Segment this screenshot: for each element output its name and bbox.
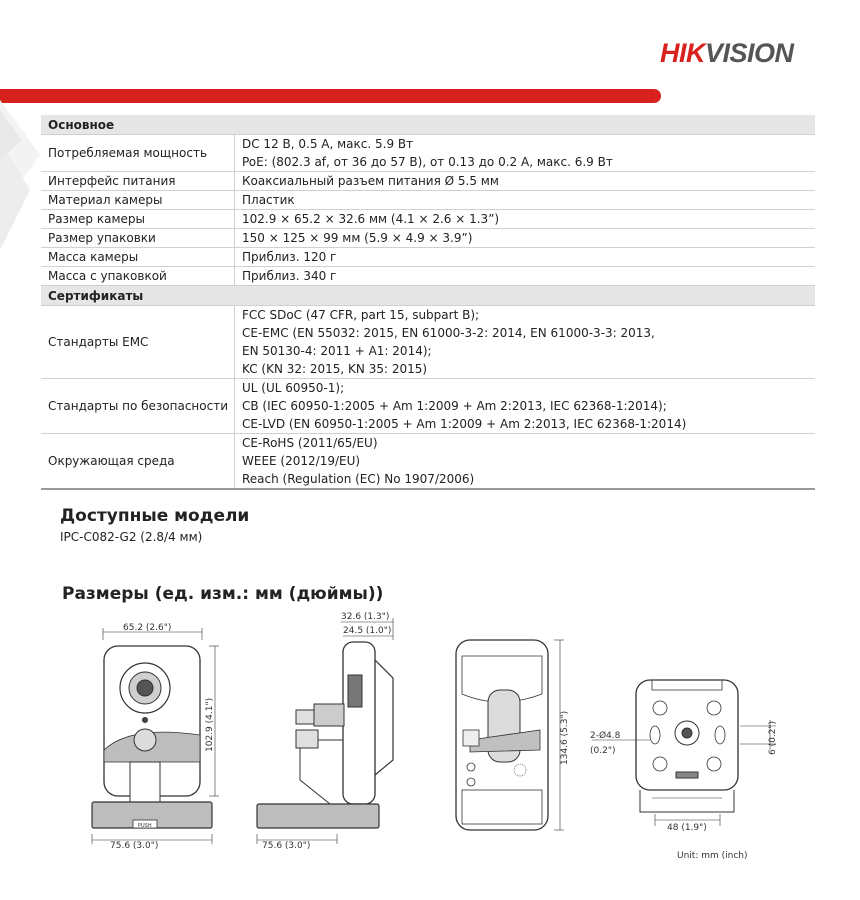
spec-row-value — [235, 306, 816, 379]
front-base-width-label: 75.6 (3.0") — [110, 841, 159, 850]
spec-value-line: DC 12 В, 0.5 А, макс. 5.9 Вт — [242, 137, 414, 151]
logo-part-gray: VISION — [705, 38, 794, 68]
spec-value-line: WEEE (2012/19/EU) — [242, 454, 361, 468]
spec-row — [41, 434, 815, 490]
spec-row-label: Материал камеры — [41, 191, 235, 210]
spec-row-label: Стандарты EMC — [41, 306, 235, 379]
spec-row-label: Стандарты по безопасности — [41, 379, 235, 434]
spec-value-line: Пластик — [242, 193, 295, 207]
spec-row-value — [235, 229, 816, 248]
spec-row — [41, 379, 815, 434]
spec-value-line: 150 × 125 × 99 мм (5.9 × 4.9 × 3.9”) — [242, 231, 473, 245]
spec-value-line: CE-LVD (EN 60950-1:2005 + Am 1:2009 + Am 2:2013, IEC 62368-1:2014) — [242, 417, 687, 431]
spec-row — [41, 210, 815, 229]
spec-row — [41, 172, 815, 191]
spec-row-label: Размер упаковки — [41, 229, 235, 248]
spec-section-title: Сертификаты — [41, 286, 815, 306]
spec-row-value — [235, 191, 816, 210]
spec-value-line: Приблиз. 120 г — [242, 250, 337, 264]
spec-row-value — [235, 172, 816, 191]
hole-diameter-label: 2-Ø4.8 — [590, 731, 621, 741]
dimensions-heading: Размеры (ед. изм.: мм (дюймы)) — [62, 584, 384, 604]
spec-value-line: Reach (Regulation (EC) No 1907/2006) — [242, 472, 475, 486]
push-label: PUSH — [138, 823, 152, 829]
models-list: IPC-C082-G2 (2.8/4 мм) — [60, 530, 203, 544]
spec-row-label: Интерфейс питания — [41, 172, 235, 191]
spec-row — [41, 229, 815, 248]
spec-row-value — [235, 135, 816, 172]
spec-row-label: Масса с упаковкой — [41, 267, 235, 286]
spec-row-label: Масса камеры — [41, 248, 235, 267]
spec-row — [41, 306, 815, 379]
spec-value-line: Приблиз. 340 г — [242, 269, 337, 283]
spec-row-value — [235, 434, 816, 490]
spec-value-line: CB (IEC 60950-1:2005 + Am 1:2009 + Am 2:2013, IEC 62368-1:2014); — [242, 399, 667, 413]
spec-row-value — [235, 379, 816, 434]
models-heading: Доступные модели — [60, 506, 250, 526]
spec-value-line: CE-EMC (EN 55032: 2015, EN 61000-3-2: 2014, EN 61000-3-3: 2013, — [242, 326, 655, 340]
spec-row-label: Размер камеры — [41, 210, 235, 229]
spec-row-label: Окружающая среда — [41, 434, 235, 490]
front-height-label: 102.9 (4.1") — [205, 697, 215, 752]
logo-part-red: HIK — [660, 38, 705, 68]
spec-section-title: Основное — [41, 115, 815, 135]
front-width-label: 65.2 (2.6") — [123, 623, 172, 633]
spec-row-value — [235, 210, 816, 229]
spec-row — [41, 135, 815, 172]
spec-value-line: CE-RoHS (2011/65/EU) — [242, 436, 378, 450]
spec-row — [41, 191, 815, 210]
spec-row-value — [235, 267, 816, 286]
spec-value-line: FCC SDoC (47 CFR, part 15, subpart B); — [242, 308, 480, 322]
spec-row-value — [235, 248, 816, 267]
spec-table — [41, 115, 815, 490]
decorative-stripes — [0, 100, 40, 270]
mount-view-drawing — [590, 680, 778, 833]
unit-note: Unit: mm (inch) — [677, 851, 748, 861]
spec-value-line: Коаксиальный разъем питания Ø 5.5 мм — [242, 174, 499, 188]
rear-view-drawing — [456, 640, 570, 830]
side-view-drawing — [257, 612, 393, 850]
spec-value-line: EN 50130-4: 2011 + A1: 2014); — [242, 344, 432, 358]
spec-value-line: KC (KN 32: 2015, KN 35: 2015) — [242, 362, 428, 376]
spec-row — [41, 267, 815, 286]
hikvision-logo — [660, 38, 794, 68]
rear-height-label: 134.6 (5.3") — [560, 710, 570, 765]
side-base-width-label: 75.6 (3.0") — [262, 841, 311, 850]
dimension-drawings — [0, 600, 860, 850]
front-view-drawing — [92, 623, 219, 850]
spec-value-line: PoE: (802.3 af, от 36 до 57 В), от 0.13 до 0.2 А, макс. 6.9 Вт — [242, 155, 613, 169]
spec-row — [41, 248, 815, 267]
header-red-bar — [0, 89, 661, 103]
side-depth-inner-label: 24.5 (1.0") — [343, 626, 392, 636]
spec-section-header — [41, 115, 815, 135]
spec-row-label: Потребляемая мощность — [41, 135, 235, 172]
mount-width-label: 48 (1.9") — [667, 823, 707, 833]
hole-diameter-inch-label: (0.2") — [590, 746, 616, 756]
spec-value-line: 102.9 × 65.2 × 32.6 мм (4.1 × 2.6 × 1.3”) — [242, 212, 500, 226]
hole-offset-label: 6 (0.2") — [768, 720, 778, 755]
spec-value-line: UL (UL 60950-1); — [242, 381, 345, 395]
spec-section-header — [41, 286, 815, 306]
side-depth-label: 32.6 (1.3") — [341, 612, 390, 622]
